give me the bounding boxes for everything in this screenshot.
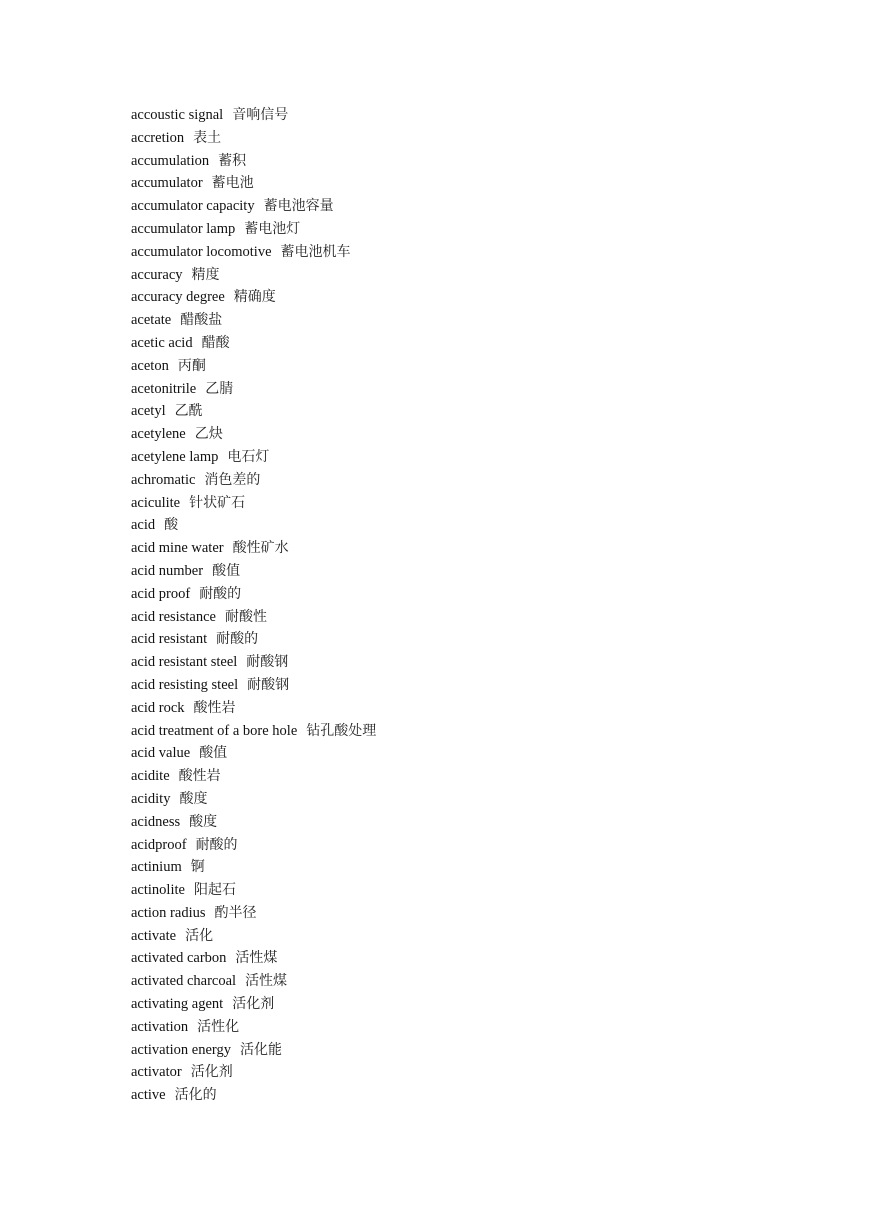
glossary-entry — [131, 583, 376, 606]
entry-term: activation — [131, 1018, 189, 1035]
entry-translation: 醋酸 — [201, 334, 230, 351]
entry-translation: 酸性岩 — [193, 699, 236, 716]
entry-translation: 酌半径 — [214, 904, 257, 921]
entry-translation: 钻孔酸处理 — [306, 722, 377, 739]
glossary-entry — [131, 856, 376, 879]
glossary-entry — [131, 902, 376, 925]
glossary-entry — [131, 514, 376, 537]
glossary-entry — [131, 947, 376, 970]
entry-translation: 锕 — [190, 859, 205, 876]
entry-term: activated carbon — [131, 950, 227, 967]
entry-term: accretion — [131, 129, 185, 146]
glossary-entry — [131, 378, 376, 401]
entry-term: acid proof — [131, 585, 191, 602]
entry-term: acetyl — [131, 403, 166, 420]
entry-translation: 耐酸的 — [216, 631, 259, 648]
entry-translation: 酸性岩 — [178, 768, 221, 785]
glossary-entry — [131, 423, 376, 446]
entry-term: acid resistant steel — [131, 654, 238, 671]
entry-translation: 阳起石 — [193, 882, 236, 899]
entry-term: accuracy degree — [131, 289, 225, 306]
glossary-entry — [131, 127, 376, 150]
glossary-entry — [131, 628, 376, 651]
entry-term: acid value — [131, 745, 191, 762]
entry-translation: 活性煤 — [235, 950, 278, 967]
entry-translation: 活化能 — [240, 1041, 282, 1058]
entry-term: activation energy — [131, 1041, 231, 1058]
entry-translation: 蓄电池容量 — [263, 198, 334, 215]
glossary-entry — [131, 697, 376, 720]
entry-term: acid resisting steel — [131, 676, 239, 693]
entry-translation: 乙酰 — [174, 403, 203, 420]
entry-term: acid rock — [131, 699, 185, 716]
entry-translation: 活化剂 — [190, 1064, 233, 1081]
entry-translation: 针状矿石 — [189, 494, 246, 511]
entry-term: activated charcoal — [131, 973, 237, 990]
glossary-entry — [131, 241, 376, 264]
glossary-entry — [131, 606, 376, 629]
entry-translation: 丙酮 — [177, 357, 206, 374]
entry-translation: 消色差的 — [204, 471, 261, 488]
entry-translation: 活性煤 — [245, 973, 288, 990]
entry-term: acid — [131, 517, 156, 534]
entry-term: acetylene — [131, 426, 186, 443]
entry-term: acetylene lamp — [131, 448, 219, 465]
glossary-entry — [131, 104, 376, 127]
entry-term: acid number — [131, 562, 204, 579]
glossary-entry — [131, 925, 376, 948]
entry-translation: 酸度 — [189, 813, 218, 830]
glossary-entry — [131, 400, 376, 423]
entry-term: accumulation — [131, 152, 210, 169]
glossary-entry — [131, 1084, 376, 1107]
entry-translation: 酸值 — [212, 562, 241, 579]
entry-term: accumulator locomotive — [131, 243, 272, 260]
glossary-entry — [131, 742, 376, 765]
glossary-entry — [131, 355, 376, 378]
entry-translation: 耐酸性 — [224, 608, 267, 625]
entry-translation: 活性化 — [197, 1018, 240, 1035]
entry-translation: 蓄电池机车 — [280, 243, 351, 260]
glossary-entry — [131, 492, 376, 515]
entry-term: activating agent — [131, 996, 224, 1013]
glossary-entry — [131, 1061, 376, 1084]
entry-translation: 耐酸的 — [195, 836, 238, 853]
entry-term: action radius — [131, 904, 206, 921]
glossary-entry — [131, 993, 376, 1016]
glossary-entry — [131, 879, 376, 902]
glossary-entry — [131, 1016, 376, 1039]
entry-translation: 活化的 — [174, 1087, 217, 1104]
entry-translation: 耐酸钢 — [247, 676, 290, 693]
glossary-entry — [131, 172, 376, 195]
entry-translation: 乙腈 — [205, 380, 234, 397]
glossary-entry — [131, 469, 376, 492]
entry-translation: 活化 — [185, 927, 214, 944]
entry-term: acidite — [131, 768, 170, 785]
entry-translation: 耐酸钢 — [246, 654, 289, 671]
entry-term: acidproof — [131, 836, 187, 853]
glossary-entry — [131, 560, 376, 583]
entry-translation: 蓄电池灯 — [244, 220, 301, 237]
glossary-entry — [131, 195, 376, 218]
entry-term: acidity — [131, 790, 171, 807]
glossary-entry — [131, 264, 376, 287]
entry-translation: 酸值 — [199, 745, 228, 762]
glossary-entry — [131, 446, 376, 469]
entry-term: acid mine water — [131, 540, 224, 557]
entry-translation: 酸性矿水 — [232, 540, 289, 557]
entry-term: accumulator — [131, 175, 203, 192]
glossary-entry — [131, 1039, 376, 1062]
entry-translation: 活化剂 — [232, 996, 275, 1013]
glossary-entry — [131, 834, 376, 857]
entry-term: acid treatment of a bore hole — [131, 722, 298, 739]
entry-term: actinolite — [131, 882, 185, 899]
glossary-entry — [131, 720, 376, 743]
entry-term: acetic acid — [131, 334, 193, 351]
glossary-list — [131, 104, 376, 1107]
entry-translation: 电石灯 — [227, 448, 270, 465]
glossary-entry — [131, 674, 376, 697]
entry-term: acid resistant — [131, 631, 208, 648]
entry-term: activate — [131, 927, 177, 944]
entry-term: accuracy — [131, 266, 183, 283]
entry-term: aciculite — [131, 494, 181, 511]
glossary-entry — [131, 651, 376, 674]
entry-translation: 表土 — [193, 129, 222, 146]
entry-translation: 耐酸的 — [199, 585, 242, 602]
entry-term: acetonitrile — [131, 380, 197, 397]
glossary-entry — [131, 537, 376, 560]
entry-term: acidness — [131, 813, 181, 830]
entry-term: accumulator lamp — [131, 220, 236, 237]
entry-translation: 醋酸盐 — [180, 312, 223, 329]
entry-term: achromatic — [131, 471, 196, 488]
entry-term: accoustic signal — [131, 107, 224, 123]
glossary-entry — [131, 332, 376, 355]
entry-translation: 蓄积 — [218, 152, 247, 169]
entry-translation: 音响信号 — [232, 107, 289, 123]
entry-translation: 乙炔 — [194, 426, 223, 443]
entry-translation: 精确度 — [233, 289, 276, 306]
entry-term: actinium — [131, 859, 182, 876]
glossary-entry — [131, 309, 376, 332]
entry-term: activator — [131, 1064, 182, 1081]
entry-translation: 精度 — [191, 266, 220, 283]
glossary-entry — [131, 218, 376, 241]
entry-translation: 酸度 — [179, 790, 208, 807]
entry-term: aceton — [131, 357, 169, 374]
entry-translation: 酸 — [164, 517, 179, 534]
glossary-entry — [131, 765, 376, 788]
glossary-entry — [131, 970, 376, 993]
entry-translation: 蓄电池 — [211, 175, 254, 192]
glossary-entry — [131, 150, 376, 173]
glossary-entry — [131, 811, 376, 834]
entry-term: acid resistance — [131, 608, 216, 625]
entry-term: accumulator capacity — [131, 198, 255, 215]
glossary-entry — [131, 286, 376, 309]
entry-term: acetate — [131, 312, 172, 329]
entry-term: active — [131, 1087, 166, 1104]
glossary-entry — [131, 788, 376, 811]
